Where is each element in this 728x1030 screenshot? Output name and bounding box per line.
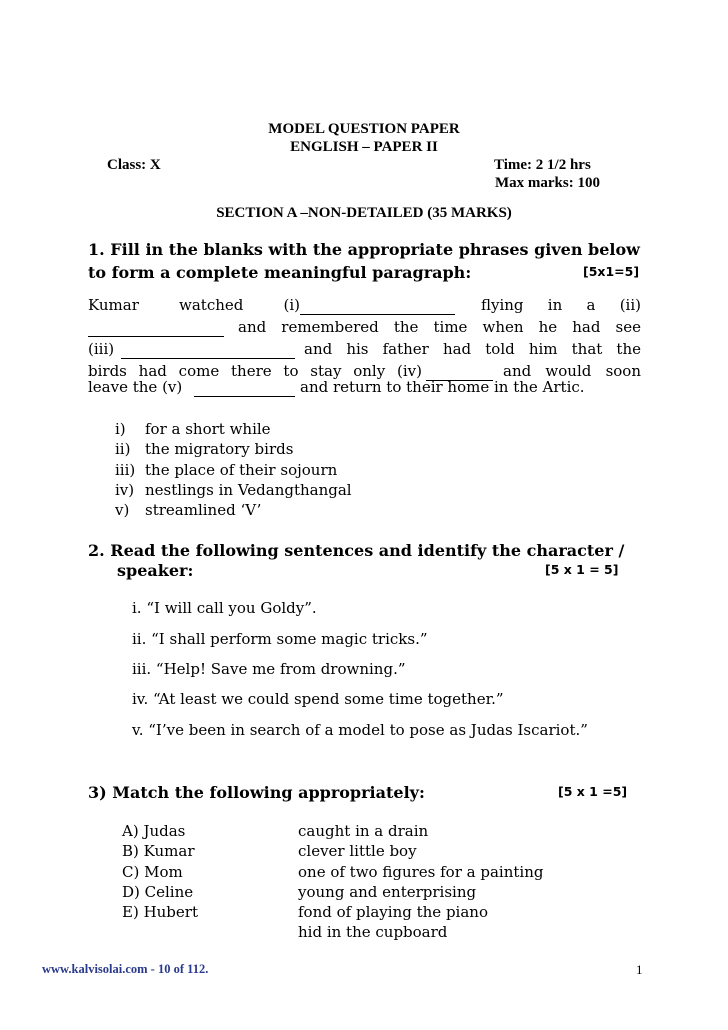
speaker-item: v. “I’ve been in search of a model to pose as Judas Iscariot.” [132,721,588,739]
para-text: leave the (v) [88,378,183,396]
para-text: Kumar watched (i) [88,296,300,314]
list-item: C) Mom [122,862,183,881]
paper-title: MODEL QUESTION PAPER [268,121,460,137]
q1-marks: [5x1=5] [583,264,640,279]
para-text: (iii) [88,340,115,358]
q1-para-line1 [88,296,641,318]
list-item: i) for a short while [115,420,271,438]
q3-marks: [5 x 1 =5] [558,784,628,799]
list-item: A) Judas [122,822,186,840]
blank-i [300,313,455,315]
q2-heading-line1: 2. Read the following sentences and identify the character / [88,541,625,560]
list-item: clever little boy [298,842,417,861]
q2-marks: [5 x 1 = 5] [545,562,619,577]
q2-heading-line2: speaker: [117,561,194,580]
list-item: B) Kumar [122,842,195,861]
q1-para-line5 [88,378,641,400]
option-list [115,419,352,520]
footer-site-link[interactable]: www.kalvisolai.com - 10 of 112. [42,962,209,976]
class-label: Class: X [107,157,161,173]
max-marks-label: Max marks: 100 [495,175,600,191]
match-left-column [122,821,198,922]
list-item: one of two figures for a painting [298,862,544,881]
list-item: ii) the migratory birds [115,440,294,459]
list-item: fond of playing the piano [298,903,488,922]
list-item: caught in a drain [298,822,429,840]
list-item: D) Celine [122,882,194,901]
list-item: iii) the place of their sojourn [115,460,338,479]
speaker-item: i. “I will call you Goldy”. [132,599,317,617]
blank-ii [88,335,224,337]
para-text: and remembered the time when he had see [238,318,641,336]
list-item: iv) nestlings in Vedangthangal [115,480,352,499]
page-number: 1 [636,962,643,977]
q3-heading: 3) Match the following appropriately: [88,783,425,802]
para-text: and would soon [503,362,641,380]
speaker-item: ii. “I shall perform some magic tricks.” [132,630,428,648]
q1-heading-line2: to form a complete meaningful paragraph: [88,263,472,282]
list-item: E) Hubert [122,903,198,922]
para-text: birds had come there to stay only (iv) [88,362,422,380]
time-label: Time: 2 1/2 hrs [494,157,591,173]
list-item: v) streamlined ‘V’ [115,501,262,520]
q1-para-line3 [88,340,641,362]
blank-iii [121,357,295,359]
list-item: hid in the cupboard [298,923,448,942]
speaker-item: iv. “At least we could spend some time together.” [132,690,504,708]
match-right-column [298,821,543,943]
list-item: young and enterprising [298,882,477,901]
speaker-item: iii. “Help! Save me from drowning.” [132,660,406,678]
blank-v [194,395,295,397]
q1-heading-line1: 1. Fill in the blanks with the appropriate phrases given below [88,240,640,259]
para-text: and his father had told him that the [304,340,641,358]
para-text: and return to their home in the Artic. [300,378,585,396]
para-text: flying in a (ii) [481,296,641,314]
section-heading: SECTION A –NON-DETAILED (35 MARKS) [216,205,512,221]
q1-para-line2 [88,318,641,340]
paper-subtitle: ENGLISH – PAPER II [290,139,438,155]
